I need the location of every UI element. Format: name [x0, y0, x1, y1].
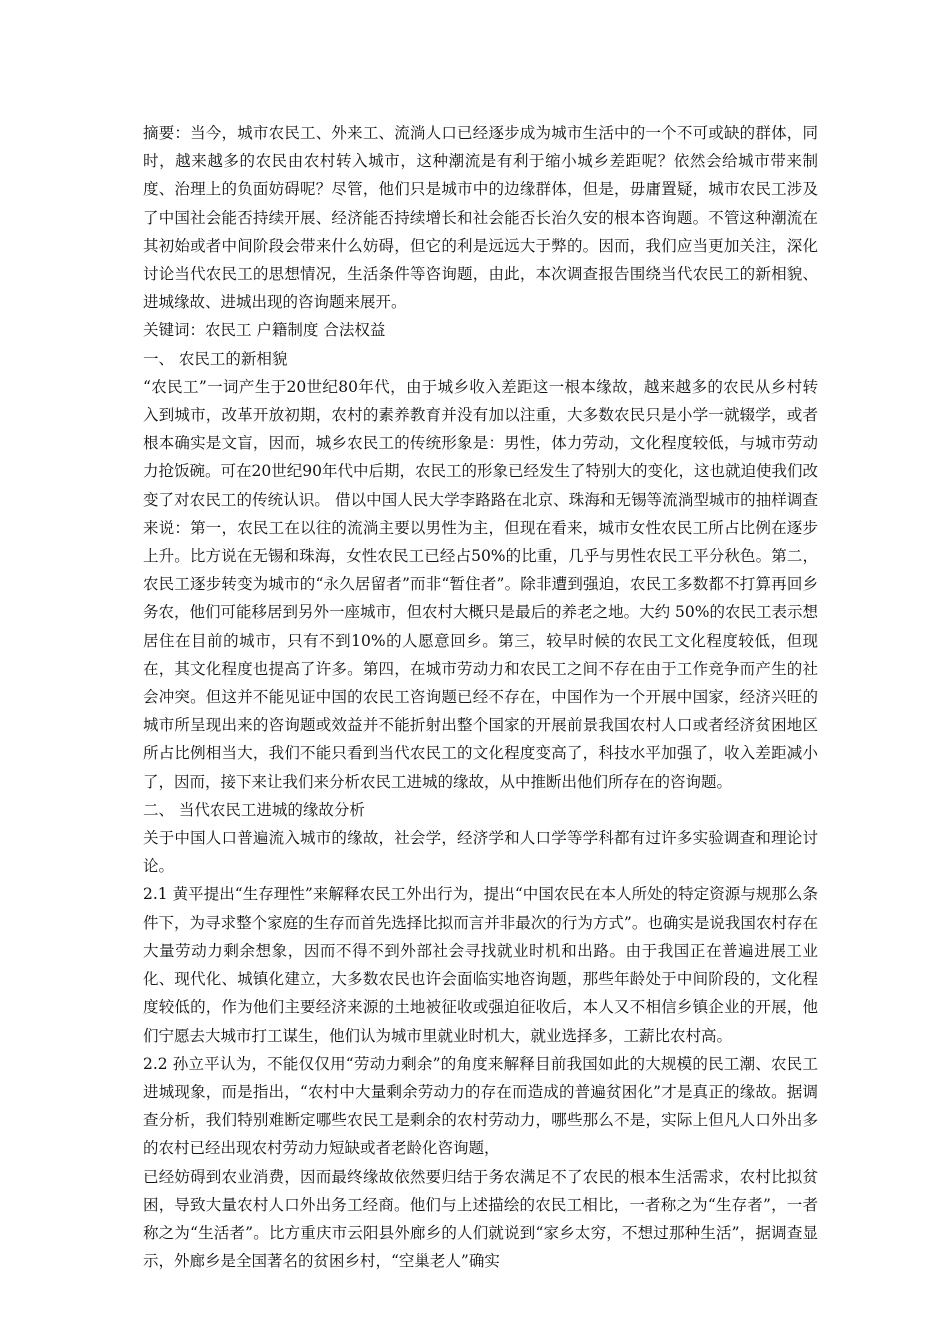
section-1-body: “农民工”一词产生于20世纪80年代，由于城乡收入差距这一根本缘故，越来越多的农民从乡村转入到城市，改革开放初期，农村的素养教育并没有加以注重，大多数农民只是小学一就辍学，或者根本确实是文盲，因而，城乡农民工的传统形象是：男性，体力劳动，文化程度较低，与城市劳动力抢饭碗。可在20世纪90年代中后期，农民工的形象已经发生了特别大的变化，这也就迫使我们改变了对农民工的传统认识。 借以中国人民大学李路路在北京、珠海和无锡等流淌型城市的抽样调查来说：第一，农民工在以往的流淌主要以男性为主，但现在看来，城市女性农民工所占比例在逐步上升。比方说在无锡和珠海，女性农民工已经占50%的比重，几乎与男性农民工平分秋色。第二，农民工逐步转变为城市的“永久居留者”而非“暂住者”。除非遭到强迫，农民工多数都不打算再回乡务农，他们可能移居到另外一座城市，但农村大概只是最后的养老之地。大约 50%的农民工表示想居住在目前的城市，只有不到10%的人愿意回乡。第三，较早时候的农民工文化程度较低，但现在，其文化程度也提高了许多。第四，在城市劳动力和农民工之间不存在由于工作竞争而产生的社会冲突。但这并不能见证中国的农民工咨询题已经不存在，中国作为一个开展中国家，经济兴旺的城市所呈现出来的咨询题或效益并不能折射出整个国家的开展前景我国农村人口或者经济贫困地区所占比例相当大，我们不能只看到当代农民工的文化程度变高了，科技水平加强了，收入差距减小了，因而，接下来让我们来分析农民工进城的缘故，从中推断出他们所存在的咨询题。	[143, 377, 818, 791]
document-page	[143, 119, 818, 1275]
section-1-heading: 一、 农民工的新相貌	[143, 349, 288, 368]
section-2-intro: 关于中国人口普遍流入城市的缘故，社会学，经济学和人口学等学科都有过许多实验调查和理论讨论。	[143, 829, 818, 876]
section-2-heading: 二、 当代农民工进城的缘故分析	[143, 800, 365, 819]
keywords-line: 关键词：农民工 户籍制度 合法权益	[143, 321, 386, 340]
abstract-paragraph: 摘要：当今，城市农民工、外来工、流淌人口已经逐步成为城市生活中的一个不可或缺的群体，同时，越来越多的农民由农村转入城市，这种潮流是有利于缩小城乡差距呢？依然会给城市带来制度、治理上的负面妨碍呢？尽管，他们只是城市中的边缘群体，但是，毋庸置疑，城市农民工涉及了中国社会能否持续开展、经济能否持续增长和社会能否长治久安的根本咨询题。不管这种潮流在其初始或者中间阶段会带来什么妨碍，但它的利是远远大于弊的。因而，我们应当更加关注，深化讨论当代农民工的思想情况，生活条件等咨询题，由此，本次调查报告围绕当代农民工的新相貌、进城缘故、进城出现的咨询题来展开。	[143, 124, 818, 312]
section-2-1-paragraph: 2.1 黄平提出“生存理性”来解释农民工外出行为，提出“中国农民在本人所处的特定资源与规那么条件下，为寻求整个家庭的生存而首先选择比拟而言并非最次的行为方式”。也确实是说我国农村存在大量劳动力剩余想象，因而不得不到外部社会寻找就业时机和出路。由于我国正在普遍进展工业化、现代化、城镇化建立，大多数农民也许会面临实地咨询题，那些年龄处于中间阶段的，文化程度较低的，作为他们主要经济来源的土地被征收或强迫征收后，本人又不相信乡镇企业的开展，他们宁愿去大城市打工谋生，他们认为城市里就业时机大，就业选择多，工薪比农村高。	[143, 885, 818, 1045]
section-2-2-paragraph: 2.2 孙立平认为，不能仅仅用“劳动力剩余”的角度来解释目前我国如此的大规模的民工潮、农民工进城现象，而是指出，“农村中大量剩余劳动力的存在而造成的普遍贫困化”才是真正的缘故。据调查分析，我们特别难断定哪些农民工是剩余的农村劳动力，哪些那么不是，实际上但凡人口外出多的农村已经出现农村劳动力短缺或者老龄化咨询题，	[143, 1054, 818, 1158]
section-2-2-continuation: 已经妨碍到农业消费，因而最终缘故依然要归结于务农满足不了农民的根本生活需求，农村比拟贫困，导致大量农村人口外出务工经商。他们与上述描绘的农民工相比，一者称之为“生存者”，一者称之为“生活者”。比方重庆市云阳县外廊乡的人们就说到“家乡太穷，不想过那种生活”，据调查显示，外廊乡是全国著名的贫困乡村，“空巢老人”确实	[143, 1167, 818, 1271]
